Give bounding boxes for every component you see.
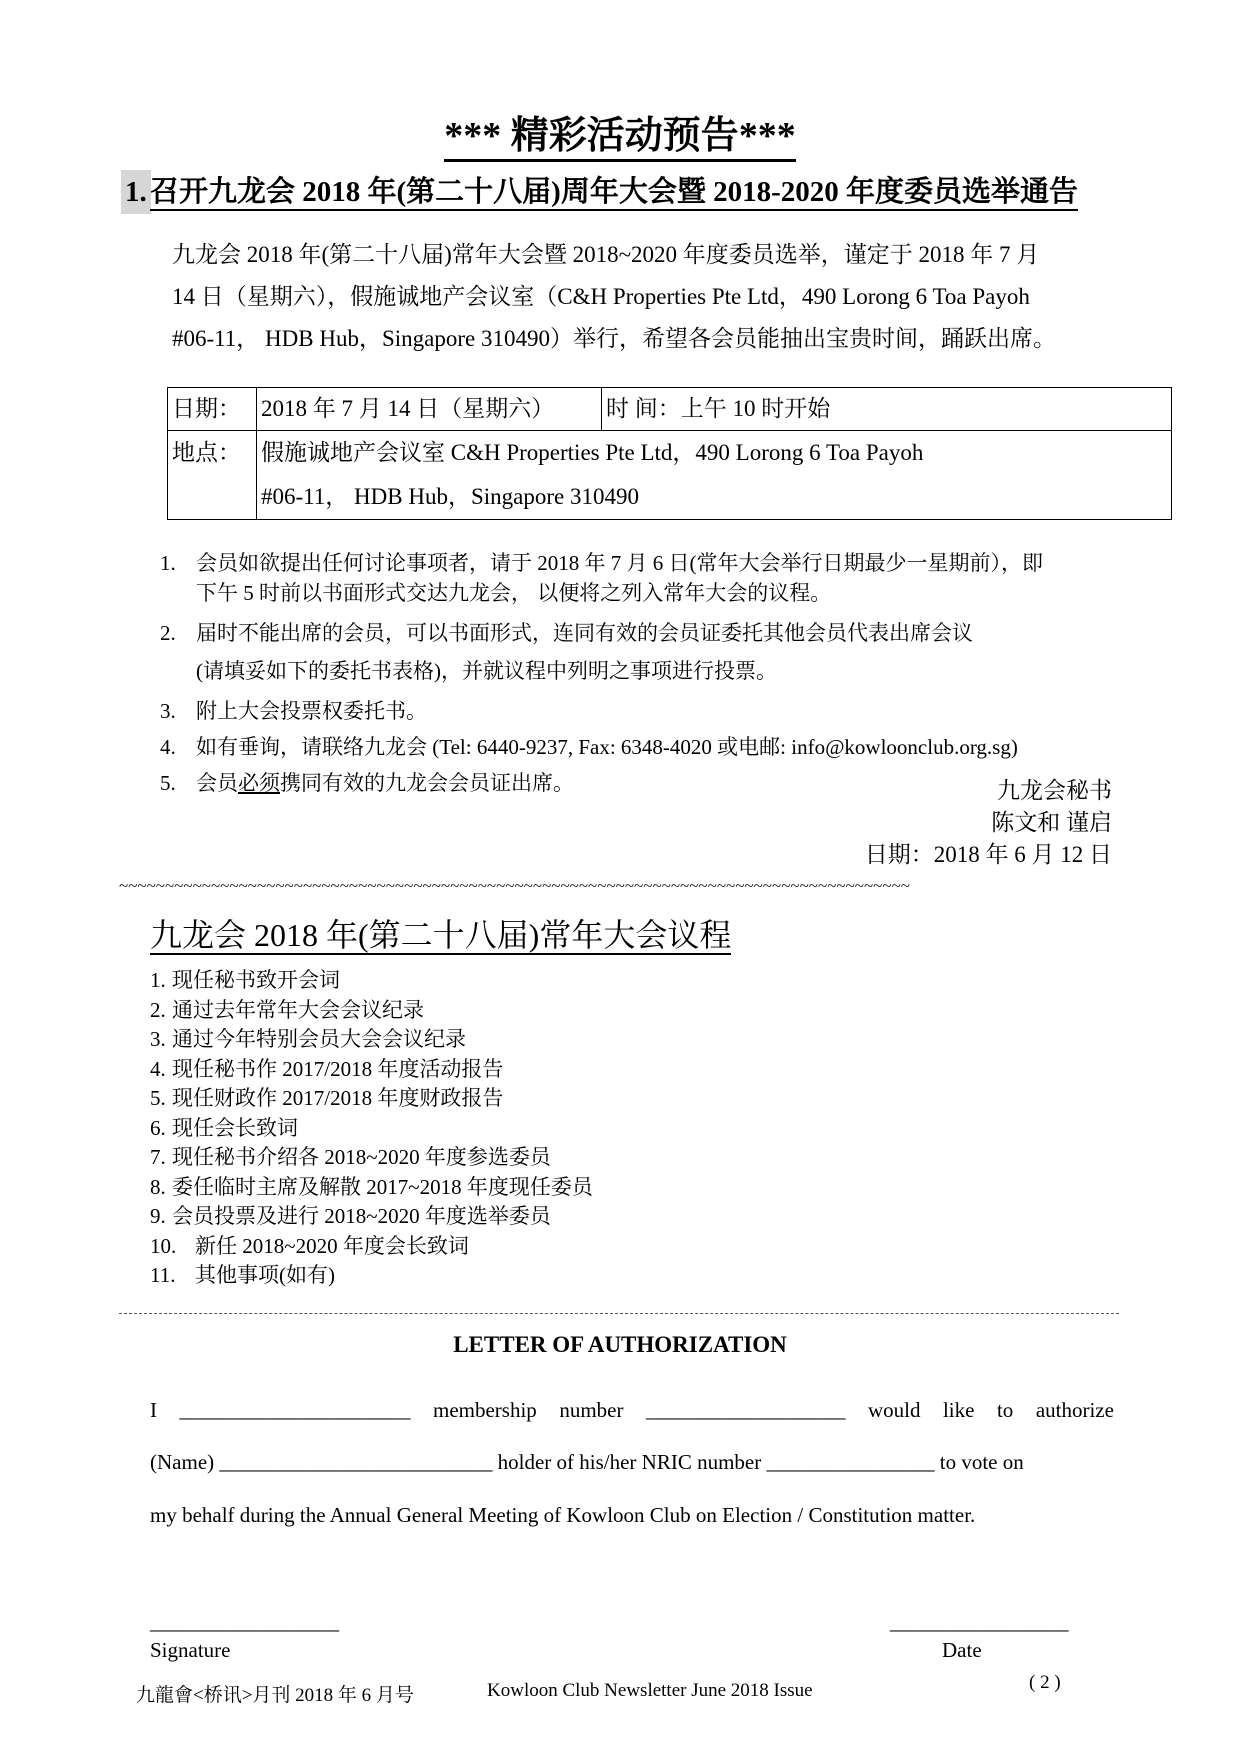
time-value: 时 间：上午 10 时开始 <box>602 388 1172 431</box>
note-text <box>196 548 1090 608</box>
date-label-sign: Date <box>942 1638 982 1662</box>
date-row <box>168 388 1172 431</box>
letter-line-2: (Name) __________________________ holder of his/her NRIC number ________________ to vote on <box>150 1450 1024 1474</box>
agenda-number: 1. <box>150 968 166 992</box>
page-title-text: *** 精彩活动预告*** <box>444 115 796 162</box>
note-number: 1. <box>160 551 176 575</box>
letter-word: authorize <box>1035 1398 1114 1422</box>
meeting-info-table <box>167 387 1172 520</box>
agenda-text: 通过今年特别会员大会会议纪录 <box>172 1027 466 1051</box>
note-number: 2. <box>160 621 176 645</box>
letter-word: to <box>996 1398 1014 1422</box>
agenda-item <box>150 1232 593 1262</box>
note-number: 4. <box>160 735 176 759</box>
agenda-text: 现任财政作 2017/2018 年度财政报告 <box>172 1086 504 1110</box>
section-title-text: 召开九龙会 2018 年(第二十八届)周年大会暨 2018-2020 年度委员选举通告 <box>150 176 1078 211</box>
intro-line: 九龙会 2018 年(第二十八届)常年大会暨 2018~2020 年度委员选举，谨定于 2018 年 7 月 <box>172 242 1040 267</box>
date-value: 2018 年 7 月 14 日（星期六） <box>257 388 602 431</box>
note-number: 5. <box>160 771 176 795</box>
agenda-item <box>150 1084 593 1114</box>
agenda-number: 10. <box>150 1233 177 1258</box>
venue-value <box>257 431 1172 520</box>
agenda-item <box>150 1114 593 1144</box>
note-number: 3. <box>160 699 176 723</box>
note-text: 如有垂询，请联络九龙会 (Tel: 6440-9237, Fax: 6348-4020 或电邮: info@kowloonclub.org.sg) <box>196 735 1018 759</box>
agenda-text: 新任 2018~2020 年度会长致词 <box>195 1233 469 1258</box>
date-field[interactable]: _________________ <box>890 1610 1069 1634</box>
letter-line-3: my behalf during the Annual General Meeting of Kowloon Club on Election / Constitution matter. <box>150 1503 976 1527</box>
agenda-number: 6. <box>150 1115 166 1140</box>
letter-word: like <box>942 1398 975 1422</box>
note-text-emphasis: 必须 <box>238 771 280 795</box>
agenda-text: 其他事项(如有) <box>195 1263 335 1287</box>
agenda-item <box>150 1055 593 1085</box>
venue-line: #06-11， HDB Hub，Singapore 310490 <box>261 484 639 509</box>
dotted-divider <box>119 1313 1119 1314</box>
note-line: 届时不能出席的会员，可以书面形式，连同有效的会员证委托其他会员代表出席会议 <box>196 621 973 645</box>
agenda-item <box>150 1261 593 1291</box>
agenda-text: 现任秘书介绍各 2018~2020 年度参选委员 <box>172 1145 551 1169</box>
note-text <box>196 614 1090 690</box>
letter-line-words <box>150 1398 1114 1423</box>
agenda-number: 2. <box>150 997 166 1022</box>
venue-row <box>168 431 1172 520</box>
agenda-title <box>150 910 731 956</box>
notes-list <box>160 548 1090 804</box>
intro-line: 14 日（星期六），假施诚地产会议室（C&H Properties Pte Ltd，490 Lorong 6 Toa Payoh <box>172 284 1030 309</box>
agenda-text: 委任临时主席及解散 2017~2018 年度现任委员 <box>172 1174 593 1199</box>
agenda-number: 5. <box>150 1086 166 1110</box>
section-title <box>150 170 1078 214</box>
footer-chinese: 九龍會<桥讯>月刊 2018 年 6 月号 <box>136 1685 414 1706</box>
agenda-item <box>150 1143 593 1173</box>
letter-word: number <box>559 1398 624 1422</box>
page-title <box>0 104 1240 159</box>
intro-paragraph <box>172 234 1087 360</box>
note-text-post: 携同有效的九龙会会员证出席。 <box>280 771 574 795</box>
note-line: (请填妥如下的委托书表格)，并就议程中列明之事项进行投票。 <box>196 659 777 683</box>
agenda-item <box>150 1025 593 1055</box>
agenda-number: 4. <box>150 1056 166 1081</box>
note-line: 会员如欲提出任何讨论事项者，请于 2018 年 7 月 6 日(常年大会举行日期最少一星期前），即 <box>196 551 1043 575</box>
letter-word: I <box>150 1398 157 1422</box>
agenda-number: 11. <box>150 1263 176 1287</box>
date-label: 日期： <box>168 388 257 431</box>
footer-english: Kowloon Club Newsletter June 2018 Issue <box>487 1680 813 1701</box>
tilde-separator: ~~~~~~~~~~~~~~~~~~~~~~~~~~~~~~~~~~~~~~~~~~~~~~~~~~~~~~~~~~~~~~~~~~~~~~~~~~~~~~~~~~~~~~ <box>119 876 910 895</box>
intro-line: #06-11， HDB Hub，Singapore 310490）举行，希望各会员能抽出宝贵时间，踊跃出席。 <box>172 326 1056 351</box>
signoff-block <box>865 775 1112 871</box>
page-number: ( 2 ) <box>1029 1672 1061 1693</box>
agenda-item <box>150 966 593 996</box>
letter-word: would <box>867 1398 921 1422</box>
note-item <box>160 614 1090 690</box>
note-text-pre: 会员 <box>196 771 238 795</box>
agenda-title-text: 九龙会 2018 年(第二十八届)常年大会议程 <box>150 917 732 953</box>
agenda-number: 7. <box>150 1145 166 1169</box>
agenda-text: 通过去年常年大会会议纪录 <box>172 997 424 1022</box>
signoff-date: 日期：2018 年 6 月 12 日 <box>864 842 1112 867</box>
membership-number-blank[interactable]: ___________________ <box>645 1398 846 1422</box>
agenda-item <box>150 1173 593 1203</box>
agenda-text: 现任会长致词 <box>172 1115 298 1140</box>
agenda-text: 现任秘书作 2017/2018 年度活动报告 <box>172 1056 504 1081</box>
note-line: 下午 5 时前以书面形式交达九龙会， 以便将之列入常年大会的议程。 <box>196 581 832 605</box>
letter-title: LETTER OF AUTHORIZATION <box>453 1332 787 1357</box>
agenda-number: 3. <box>150 1027 166 1051</box>
agenda-number: 9. <box>150 1204 166 1228</box>
agenda-item <box>150 996 593 1026</box>
venue-label: 地点： <box>168 431 257 520</box>
letter-line-1 <box>150 1398 1114 1423</box>
signoff-title: 九龙会秘书 <box>997 778 1112 803</box>
venue-line: 假施诚地产会议室 C&H Properties Pte Ltd，490 Lorong 6 Toa Payoh <box>261 440 924 465</box>
signature-field[interactable]: __________________ <box>150 1610 339 1634</box>
note-item <box>160 732 1090 762</box>
agenda-text: 现任秘书致开会词 <box>172 968 340 992</box>
note-item <box>160 548 1090 608</box>
section-number: 1. <box>121 170 151 214</box>
agenda-text: 会员投票及进行 2018~2020 年度选举委员 <box>172 1204 551 1228</box>
agenda-list <box>150 966 593 1291</box>
agenda-number: 8. <box>150 1174 166 1199</box>
signoff-name: 陈文和 谨启 <box>991 810 1112 835</box>
agenda-item <box>150 1202 593 1232</box>
name-blank[interactable]: ______________________ <box>179 1398 411 1422</box>
signature-label: Signature <box>150 1638 231 1662</box>
letter-word: membership <box>433 1398 537 1422</box>
note-item <box>160 696 1090 726</box>
note-text: 附上大会投票权委托书。 <box>196 699 427 723</box>
